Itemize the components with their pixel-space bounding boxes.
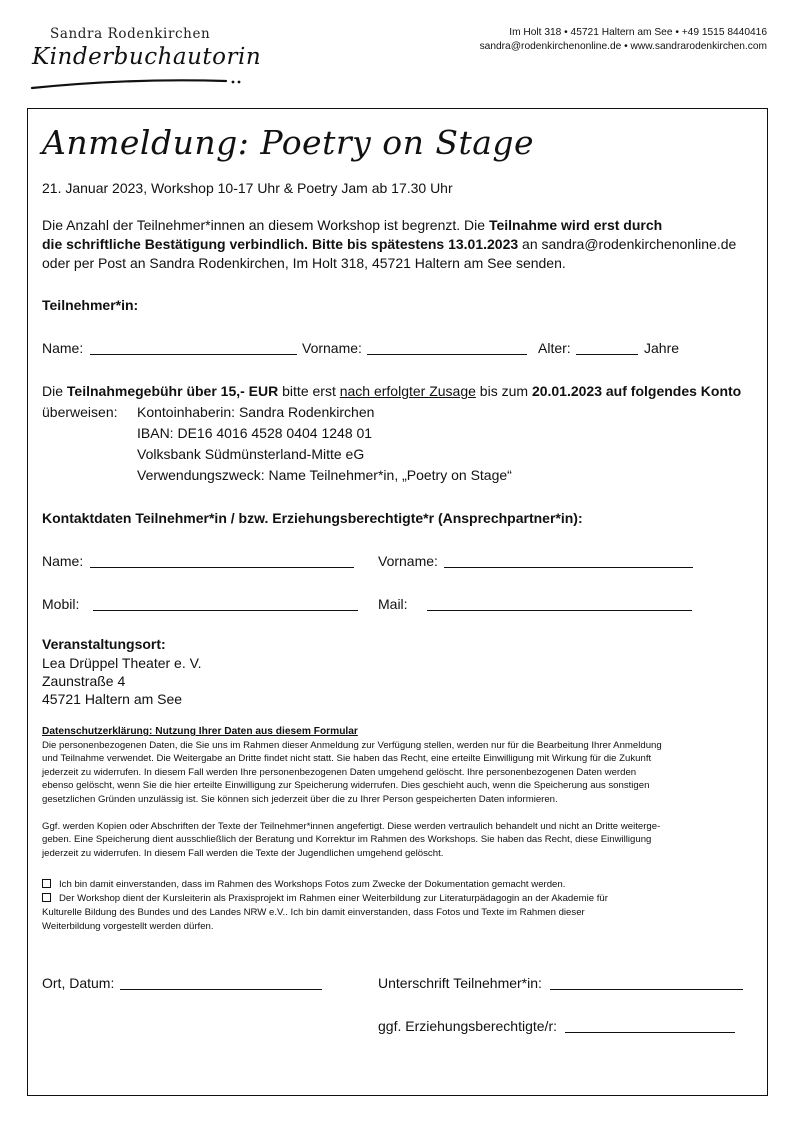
participant-firstname-field[interactable] xyxy=(367,354,527,355)
logo-script: Kinderbuchautorin xyxy=(32,44,262,70)
header-web: sandra@rodenkirchenonline.de • www.sandrarodenkirchen.com xyxy=(479,41,767,52)
consent-training xyxy=(42,892,608,906)
guardian-signature-field[interactable] xyxy=(565,1032,735,1033)
header-contact xyxy=(480,26,767,54)
guardian-signature-label: ggf. Erziehungsberechtigte/r: xyxy=(378,1018,557,1034)
participant-age-unit: Jahre xyxy=(644,340,680,356)
consent-training-text-3: Weiterbildung vorgestellt werden dürfen. xyxy=(42,921,214,932)
consent-photos xyxy=(42,878,565,892)
venue-city: 45721 Haltern am See xyxy=(42,691,183,707)
privacy-p1-line: und Teilnahme verwendet. Die Weitergabe an Dritte findet nicht statt. Sie haben das Recht, eine erteilte Einwilligung mit Wirkung für die Zukunft xyxy=(42,753,652,765)
privacy-p2-line: Ggf. werden Kopien oder Abschriften der Texte der Teilnehmer*innen angefertigt. Diese werden vertraulich behandelt und nicht an Dritte weiterge- xyxy=(42,820,661,832)
consent-training-checkbox[interactable] xyxy=(42,893,51,902)
privacy-p1-line: gesetzlichen Gründen unzulässig ist. Sie können sich jederzeit über die zu Ihrer Person gespeicherten Daten informieren. xyxy=(42,793,558,805)
participant-firstname-label: Vorname: xyxy=(302,340,362,356)
privacy-p2-line: geben. Eine Speicherung dient ausschließlich der Beratung und Korrektur im Rahmen des Workshops. Sie haben das Recht, diese Einwilligung xyxy=(42,834,652,846)
privacy-block xyxy=(42,725,760,860)
participant-heading: Teilnehmer*in: xyxy=(42,297,139,313)
privacy-p1-line: ebenso gelöscht, wenn Sie die hier erteilte Einwilligung zur Speicherung widerrufen. Dies geschieht auch, wenn die Speicherung aus sonstigen xyxy=(42,780,650,792)
intro-line-1 xyxy=(42,217,662,233)
participant-signature-field[interactable] xyxy=(550,989,743,990)
fee-transfer-label: überweisen: xyxy=(42,404,118,420)
fee-deadline: 20.01.2023 auf folgendes Konto xyxy=(531,383,742,399)
fee-amount: Teilnahmegebühr über 15,- EUR xyxy=(66,383,279,399)
contact-mobile-label: Mobil: xyxy=(42,596,80,612)
venue-name: Lea Drüppel Theater e. V. xyxy=(42,655,202,671)
privacy-p1-line: Die personenbezogenen Daten, die Sie uns im Rahmen dieser Anmeldung zur Verfügung stellen, werden nur für die Bearbeitung Ihrer Anmeldung xyxy=(42,739,662,751)
privacy-p1-line: jederzeit zu widerrufen. In diesem Fall werden Ihre personenbezogenen Daten umgehend gelöscht. Ihre personenbezogenen Daten werden xyxy=(42,766,637,778)
participant-name-field[interactable] xyxy=(90,354,297,355)
intro-l2-normal: an sandra@rodenkirchenonline.de xyxy=(518,236,737,252)
intro-l2-bold: die schriftliche Bestätigung verbindlich. Bitte bis spätestens 13.01.2023 xyxy=(42,236,519,252)
participant-age-label: Alter: xyxy=(538,340,571,356)
intro-line-3: oder per Post an Sandra Rodenkirchen, Im Holt 318, 45721 Haltern am See senden. xyxy=(42,255,566,271)
fee-reference: Verwendungszweck: Name Teilnehmer*in, „Poetry on Stage“ xyxy=(137,467,512,483)
contact-firstname-label: Vorname: xyxy=(378,553,438,569)
contact-mail-label: Mail: xyxy=(378,596,408,612)
contact-heading: Kontaktdaten Teilnehmer*in / bzw. Erziehungsberechtigte*r (Ansprechpartner*in): xyxy=(42,510,583,526)
intro-line-2 xyxy=(42,236,736,252)
venue-heading: Veranstaltungsort: xyxy=(42,636,166,652)
participant-name-label: Name: xyxy=(42,340,84,356)
venue-street: Zaunstraße 4 xyxy=(42,673,126,689)
fee-text-5: bis zum xyxy=(475,383,532,399)
fee-account-holder: Kontoinhaberin: Sandra Rodenkirchen xyxy=(137,404,375,420)
intro-l1-bold: Teilnahme wird erst durch xyxy=(488,217,663,233)
logo-underline-icon xyxy=(30,76,244,92)
contact-mail-field[interactable] xyxy=(427,610,692,611)
consent-training-text-1: Der Workshop dient der Kursleiterin als Praxisprojekt im Rahmen einer Weiterbildung zur Literaturpädagogin an der Akademie für xyxy=(59,893,608,904)
logo xyxy=(30,26,262,92)
privacy-p2-line: jederzeit zu widerrufen. In diesem Fall werden die Texte der Jugendlichen umgehend gelöscht. xyxy=(42,847,444,859)
logo-name: Sandra Rodenkirchen xyxy=(50,26,211,42)
intro-l1-normal: Die Anzahl der Teilnehmer*innen an diesem Workshop ist begrenzt. Die xyxy=(42,217,489,233)
date-line: 21. Januar 2023, Workshop 10-17 Uhr & Poetry Jam ab 17.30 Uhr xyxy=(42,180,453,196)
header-address: Im Holt 318 • 45721 Haltern am See • +49 1515 8440416 xyxy=(509,27,767,38)
fee-line xyxy=(42,383,741,399)
privacy-heading: Datenschutzerklärung: Nutzung Ihrer Daten aus diesem Formular xyxy=(42,726,358,737)
consent-training-text-2: Kulturelle Bildung des Bundes und des Landes NRW e.V.. Ich bin damit einverstanden, dass Fotos und Texte im Rahmen dieser xyxy=(42,907,585,918)
fee-after-confirmation: nach erfolgter Zusage xyxy=(339,383,476,399)
consent-photos-checkbox[interactable] xyxy=(42,879,51,888)
fee-iban: IBAN: DE16 4016 4528 0404 1248 01 xyxy=(137,425,373,441)
fee-text-3: bitte erst xyxy=(278,383,340,399)
fee-text-1: Die xyxy=(42,383,67,399)
contact-name-label: Name: xyxy=(42,553,84,569)
contact-name-field[interactable] xyxy=(90,567,354,568)
contact-mobile-field[interactable] xyxy=(93,610,358,611)
form-title: Anmeldung: Poetry on Stage xyxy=(42,123,535,162)
participant-signature-label: Unterschrift Teilnehmer*in: xyxy=(378,975,542,991)
consent-photos-text: Ich bin damit einverstanden, dass im Rahmen des Workshops Fotos zum Zwecke der Dokumentation gemacht werden. xyxy=(59,879,566,890)
form-frame xyxy=(27,108,768,1096)
participant-age-field[interactable] xyxy=(576,354,638,355)
fee-bank: Volksbank Südmünsterland-Mitte eG xyxy=(137,446,365,462)
contact-firstname-field[interactable] xyxy=(444,567,693,568)
place-date-field[interactable] xyxy=(120,989,322,990)
place-date-label: Ort, Datum: xyxy=(42,975,115,991)
